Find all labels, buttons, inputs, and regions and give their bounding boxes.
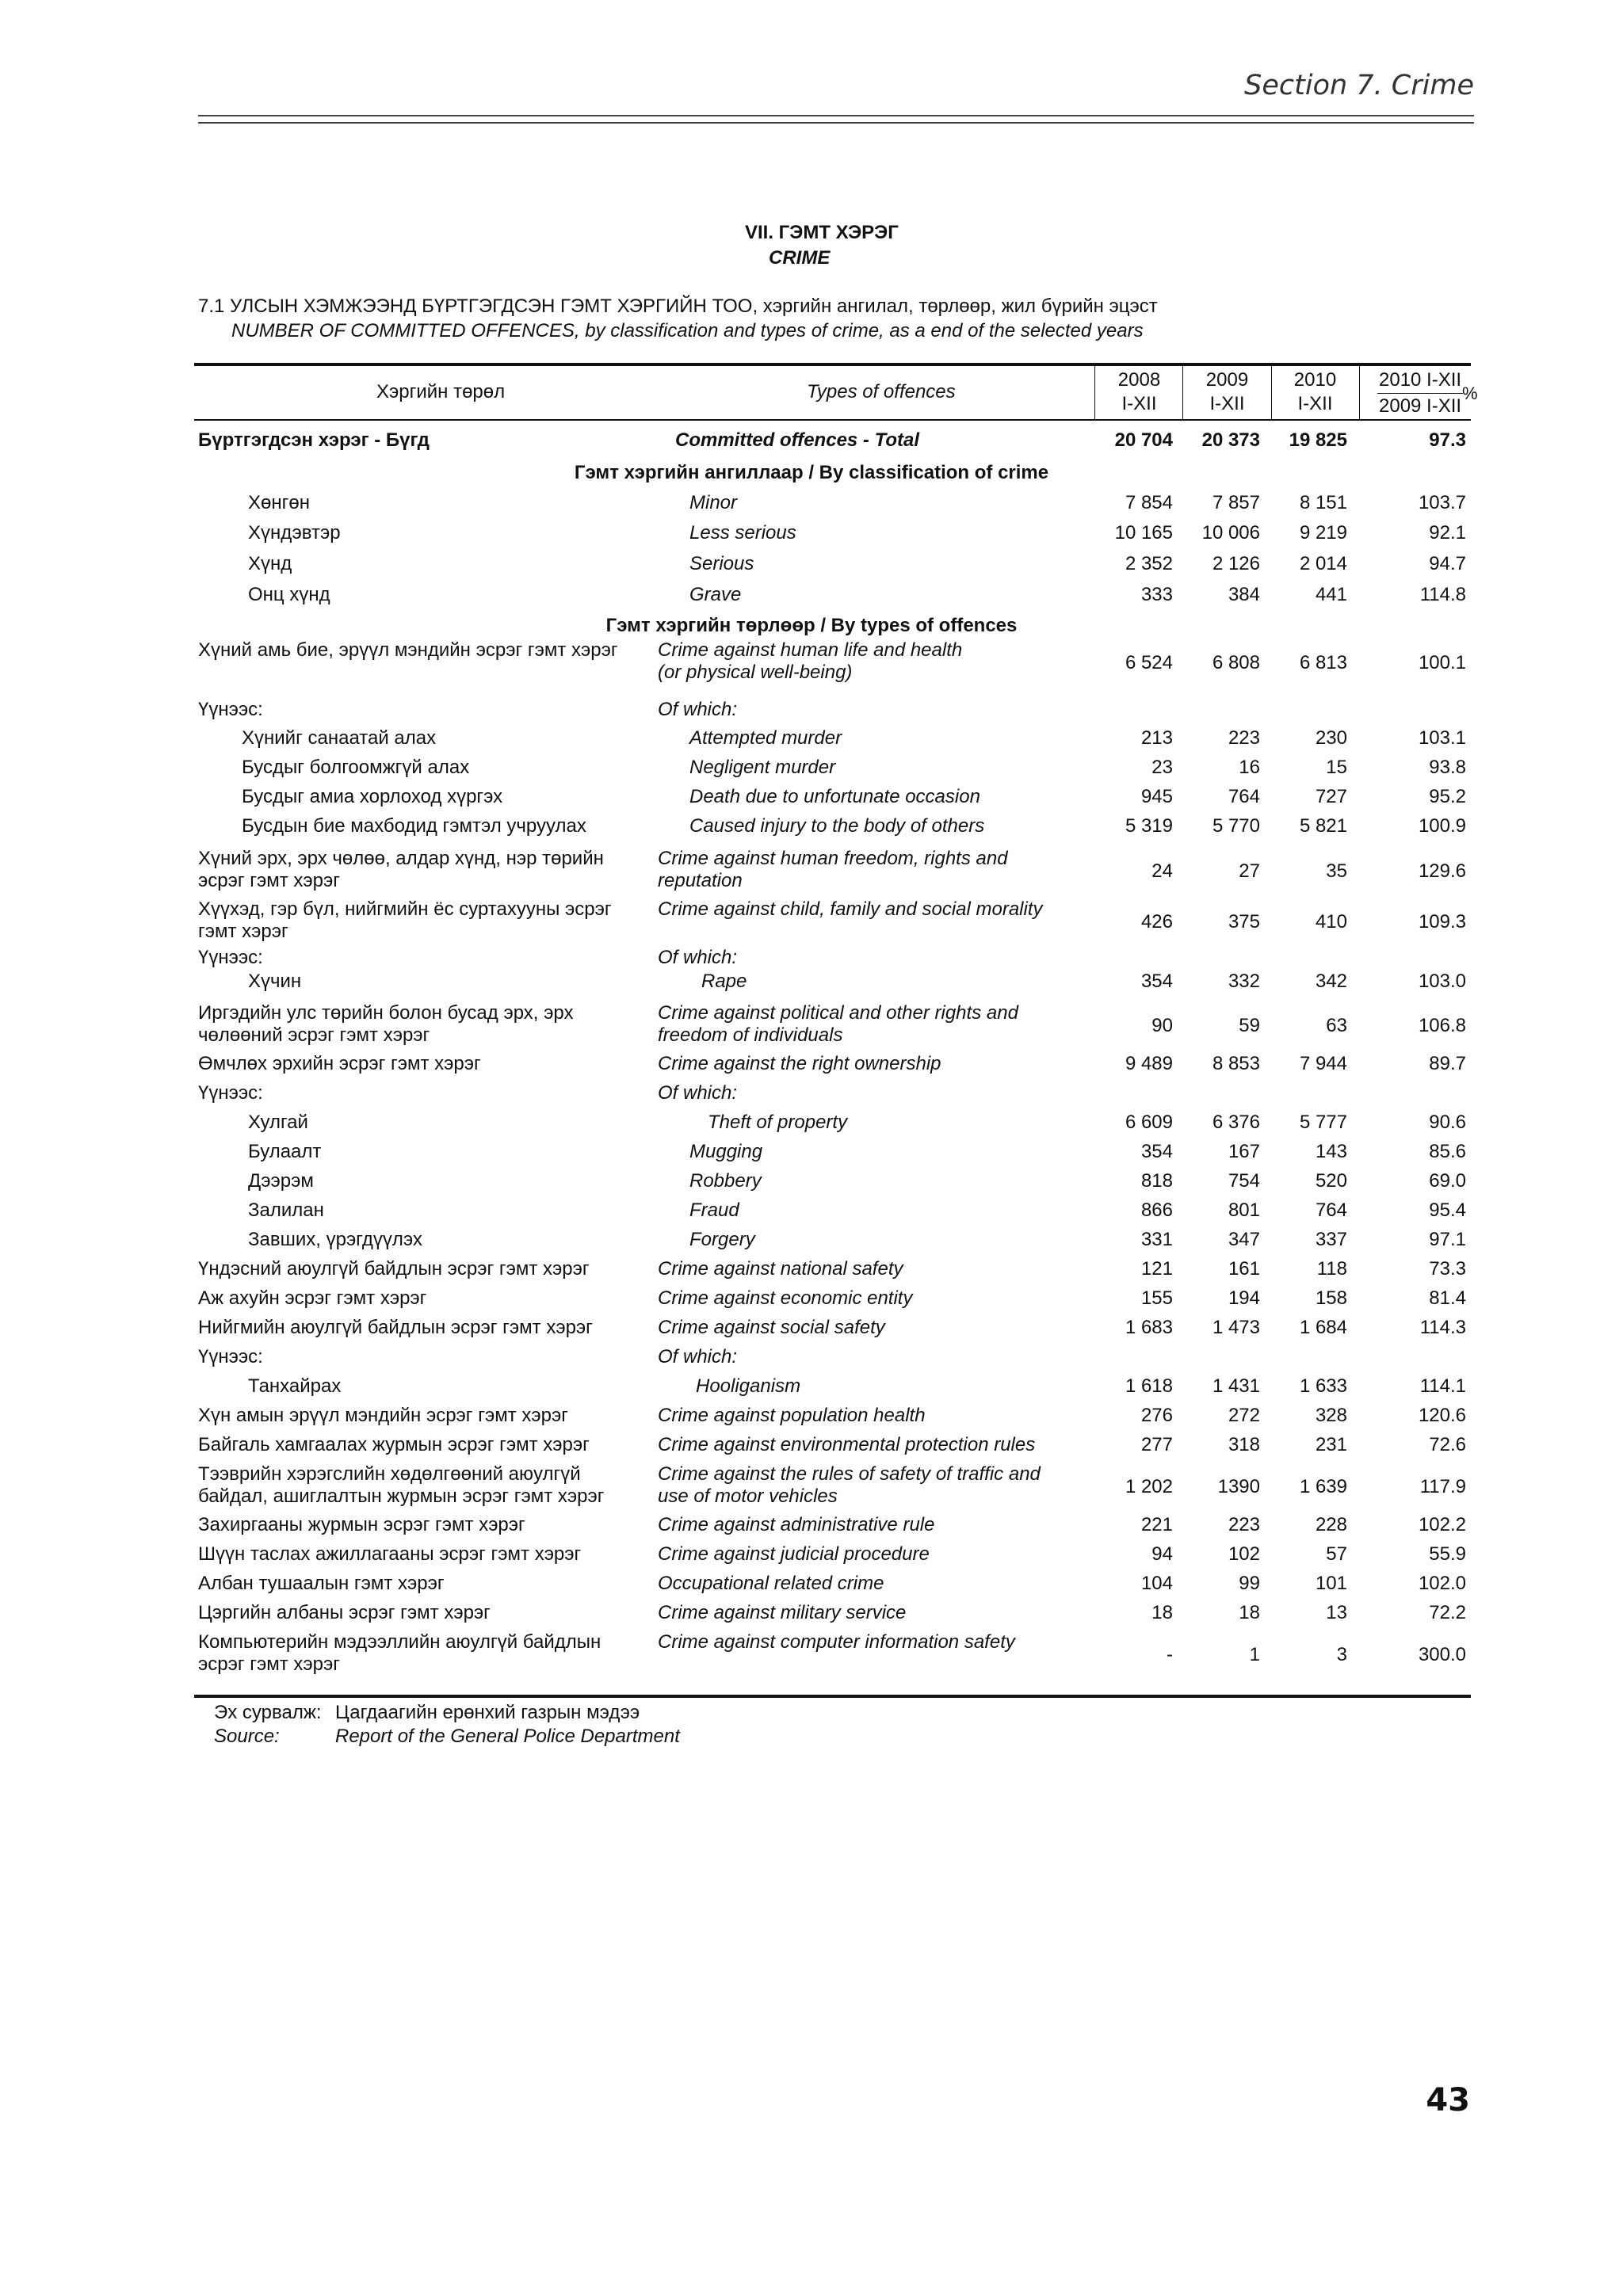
value-2008: 121 [1140, 1258, 1173, 1280]
table-top-rule [194, 363, 1471, 366]
value-2009: 223 [1228, 1514, 1260, 1535]
value-2008: 277 [1140, 1434, 1173, 1455]
row-label-en: Of which: [658, 1346, 738, 1367]
table-row [0, 639, 1623, 686]
row-label-mn-line2: гэмт хэрэг [198, 921, 288, 942]
row-label-en: Forgery [689, 1229, 755, 1250]
row-label-en: Crime against military service [658, 1602, 907, 1623]
table-row [0, 1052, 1623, 1081]
value-2008: 7 854 [1125, 492, 1173, 513]
value-2010: 1 684 [1299, 1317, 1347, 1338]
column-divider [1094, 366, 1095, 420]
value-2010: 63 [1326, 1015, 1347, 1036]
value-2009: 318 [1228, 1434, 1260, 1455]
row-label-en: Rape [701, 971, 747, 992]
value-2010: 520 [1315, 1170, 1347, 1192]
value-2009: 1 473 [1212, 1317, 1260, 1338]
value-2010: 118 [1316, 1258, 1347, 1280]
value-2009: 18 [1239, 1602, 1260, 1623]
table-row [0, 1111, 1623, 1140]
value-pct: 95.2 [1429, 786, 1466, 807]
column-header-type-mn: Хэргийн төрөл [376, 381, 506, 402]
table-row [0, 847, 1623, 894]
value-2008: 354 [1140, 1141, 1173, 1162]
value-pct: 106.8 [1418, 1015, 1466, 1036]
value-pct: 93.8 [1429, 757, 1466, 778]
row-label-en: Crime against population health [658, 1405, 926, 1426]
table-row [0, 521, 1623, 551]
value-2010: 441 [1315, 584, 1347, 605]
value-2008: 945 [1140, 786, 1173, 807]
row-label-mn: Танхайрах [248, 1375, 342, 1397]
section-heading-row [0, 614, 1623, 638]
column-divider [1359, 366, 1360, 420]
value-pct: 55.9 [1429, 1543, 1466, 1565]
value-pct: 103.1 [1418, 727, 1466, 749]
table-row [0, 1228, 1623, 1257]
value-2010: 7 944 [1299, 1053, 1347, 1074]
value-pct: 92.1 [1429, 522, 1466, 543]
header-rule [198, 115, 1474, 116]
value-pct: 95.4 [1429, 1199, 1466, 1221]
value-2009: 102 [1228, 1543, 1260, 1565]
row-label-mn: Үүнээс: [198, 1346, 263, 1367]
value-2009: 332 [1228, 971, 1260, 992]
source-text-en: Report of the General Police Department [335, 1726, 680, 1747]
value-pct: 73.3 [1429, 1258, 1466, 1280]
table-row [0, 1001, 1623, 1049]
row-label-mn: Завших, үрэгдүүлэх [248, 1229, 422, 1250]
value-2010: 13 [1326, 1602, 1347, 1623]
row-label-mn: Үндэсний аюулгүй байдлын эсрэг гэмт хэрэг [198, 1258, 590, 1280]
row-label-en-line2: use of motor vehicles [658, 1486, 838, 1507]
table-row [0, 1630, 1623, 1678]
value-2009: 1 [1249, 1644, 1260, 1665]
value-pct: 85.6 [1429, 1141, 1466, 1162]
value-2009: 6 808 [1212, 652, 1260, 673]
value-2009: 375 [1228, 911, 1260, 933]
value-2010: 9 219 [1299, 522, 1347, 543]
table-row [0, 1345, 1623, 1375]
row-label-mn: Залилан [248, 1199, 324, 1221]
value-pct: 109.3 [1418, 911, 1466, 933]
value-2008: 1 202 [1125, 1476, 1173, 1497]
table-row [0, 1463, 1623, 1510]
row-label-en: Mugging [689, 1141, 763, 1162]
value-2008: 104 [1140, 1573, 1173, 1594]
table-title-mn: 7.1 УЛСЫН ХЭМЖЭЭНД БҮРТГЭГДСЭН ГЭМТ ХЭРГИЙН ТОО, хэргийн ангилал, төрлөөр, жил бүрийн эцэст [198, 296, 1158, 317]
table-row [0, 1375, 1623, 1404]
row-label-en: Fraud [689, 1199, 739, 1221]
value-2009: 5 770 [1212, 815, 1260, 837]
value-2009: 801 [1228, 1199, 1260, 1221]
table-row [0, 1572, 1623, 1601]
table-row [0, 1316, 1623, 1345]
row-label-mn: Байгаль хамгаалах журмын эсрэг гэмт хэрэг [198, 1434, 590, 1455]
value-2010: 2 014 [1299, 553, 1347, 574]
value-2009: 384 [1228, 584, 1260, 605]
column-header-2010-period: I-XII [1297, 393, 1333, 414]
value-2009: 1390 [1217, 1476, 1260, 1497]
row-label-mn: Тээврийн хэрэгслийн хөдөлгөөний аюулгүй [198, 1463, 581, 1485]
value-2009: 161 [1228, 1258, 1260, 1280]
row-label-en: Of which: [658, 947, 738, 968]
value-2009: 194 [1228, 1287, 1260, 1309]
row-label-mn: Үүнээс: [198, 1082, 263, 1104]
row-label-en: Committed offences - Total [675, 429, 920, 451]
value-2009: 59 [1239, 1015, 1260, 1036]
row-label-en: Crime against judicial procedure [658, 1543, 930, 1565]
row-label-en: Less serious [689, 522, 796, 543]
row-label-en: Crime against computer information safety [658, 1631, 1015, 1653]
value-2010: 35 [1326, 860, 1347, 882]
row-label-en: Crime against child, family and social morality [658, 898, 1043, 920]
row-label-en: Crime against human freedom, rights and [658, 848, 1008, 869]
row-label-en-line2: (or physical well-being) [658, 662, 853, 683]
row-label-en: Hooliganism [696, 1375, 801, 1397]
source-label-mn: Эх сурвалж: [214, 1702, 322, 1723]
column-header-pct-denominator: 2009 I-XII [1379, 395, 1462, 417]
value-2010: 19 825 [1289, 429, 1347, 451]
row-label-mn: Үүнээс: [198, 699, 263, 720]
value-2010: 101 [1315, 1573, 1347, 1594]
value-2010: 158 [1315, 1287, 1347, 1309]
row-label-mn: Хүний эрх, эрх чөлөө, алдар хүнд, нэр төрийн [198, 848, 604, 869]
table-row [0, 814, 1623, 844]
row-label-en: Crime against social safety [658, 1317, 885, 1338]
value-2009: 2 126 [1212, 553, 1260, 574]
row-label-mn: Дээрэм [248, 1170, 314, 1192]
value-2010: 1 639 [1299, 1476, 1347, 1497]
row-label-mn: Хүнд [248, 553, 292, 574]
column-header-2008-year: 2008 [1117, 369, 1161, 391]
value-2009: 1 431 [1212, 1375, 1260, 1397]
value-2008: 354 [1140, 971, 1173, 992]
row-label-en: Minor [689, 492, 738, 513]
row-label-en: Of which: [658, 699, 738, 720]
value-2008: - [1167, 1644, 1173, 1665]
row-label-mn: Хүн амын эрүүл мэндийн эсрэг гэмт хэрэг [198, 1405, 568, 1426]
value-2008: 1 618 [1125, 1375, 1173, 1397]
row-label-en: Crime against national safety [658, 1258, 903, 1280]
table-row [0, 698, 1623, 725]
value-2008: 90 [1151, 1015, 1173, 1036]
column-header-pct-unit: % [1462, 383, 1478, 403]
value-2010: 3 [1336, 1644, 1347, 1665]
table-row [0, 1140, 1623, 1169]
value-pct: 81.4 [1429, 1287, 1466, 1309]
table-header-rule [194, 419, 1471, 421]
value-2009: 167 [1228, 1141, 1260, 1162]
value-pct: 100.1 [1418, 652, 1466, 673]
row-label-mn: Хүндэвтэр [248, 522, 341, 543]
value-pct: 129.6 [1418, 860, 1466, 882]
row-label-en: Grave [689, 584, 742, 605]
row-label-en: Theft of property [708, 1112, 848, 1133]
row-label-en: Crime against political and other rights and [658, 1002, 1018, 1024]
section-header: Section 7. Crime [1244, 70, 1474, 101]
value-2009: 27 [1239, 860, 1260, 882]
row-label-mn-line2: чөлөөний эсрэг гэмт хэрэг [198, 1024, 430, 1046]
value-pct: 94.7 [1429, 553, 1466, 574]
chapter-subtitle: CRIME [769, 247, 831, 269]
value-2008: 213 [1140, 727, 1173, 749]
value-2010: 1 633 [1299, 1375, 1347, 1397]
column-header-type-en: Types of offences [807, 381, 956, 402]
row-label-mn: Нийгмийн аюулгүй байдлын эсрэг гэмт хэрэг [198, 1317, 593, 1338]
value-2008: 866 [1140, 1199, 1173, 1221]
table-row [0, 583, 1623, 613]
value-2008: 333 [1140, 584, 1173, 605]
value-2010: 5 821 [1299, 815, 1347, 837]
row-label-mn: Булаалт [248, 1141, 322, 1162]
row-label-en-line2: reputation [658, 870, 743, 891]
value-pct: 69.0 [1429, 1170, 1466, 1192]
section-heading: Гэмт хэргийн ангиллаар / By classification of crime [574, 462, 1049, 483]
column-header-2009-year: 2009 [1205, 369, 1249, 391]
row-label-mn: Шүүн таслах ажиллагааны эсрэг гэмт хэрэг [198, 1543, 582, 1565]
source-text-mn: Цагдаагийн ерөнхий газрын мэдээ [335, 1702, 640, 1723]
table-row [0, 1543, 1623, 1572]
table-row [0, 1081, 1623, 1111]
value-2008: 6 609 [1125, 1112, 1173, 1133]
page-number: 43 [1426, 2082, 1470, 2119]
row-label-en: Caused injury to the body of others [689, 815, 985, 837]
value-2010: 228 [1315, 1514, 1347, 1535]
row-label-mn: Иргэдийн улс төрийн болон бусад эрх, эрх [198, 1002, 574, 1024]
value-pct: 97.3 [1429, 429, 1466, 451]
value-2009: 10 006 [1201, 522, 1260, 543]
value-2009: 272 [1228, 1405, 1260, 1426]
row-label-en: Robbery [689, 1170, 762, 1192]
row-label-en: Crime against the right ownership [658, 1053, 941, 1074]
value-2008: 94 [1151, 1543, 1173, 1565]
row-label-en: Serious [689, 553, 754, 574]
value-2008: 2 352 [1125, 553, 1173, 574]
section-heading: Гэмт хэргийн төрлөөр / By types of offences [605, 615, 1018, 636]
value-2008: 818 [1140, 1170, 1173, 1192]
value-2010: 5 777 [1299, 1112, 1347, 1133]
column-header-2009-period: I-XII [1209, 393, 1245, 414]
section-heading-row [0, 461, 1623, 485]
table-bottom-rule [194, 1695, 1471, 1698]
row-label-mn: Үүнээс: [198, 947, 263, 968]
value-2008: 426 [1140, 911, 1173, 933]
column-divider [1271, 366, 1272, 420]
value-pct: 102.0 [1418, 1573, 1466, 1594]
row-label-mn: Хүний амь бие, эрүүл мэндийн эсрэг гэмт хэрэг [198, 639, 618, 661]
value-2009: 754 [1228, 1170, 1260, 1192]
value-pct: 120.6 [1418, 1405, 1466, 1426]
value-2008: 6 524 [1125, 652, 1173, 673]
column-divider [1182, 366, 1183, 420]
row-label-en: Death due to unfortunate occasion [689, 786, 980, 807]
value-2010: 410 [1315, 911, 1347, 933]
value-2009: 7 857 [1212, 492, 1260, 513]
value-pct: 114.8 [1419, 584, 1466, 605]
value-pct: 97.1 [1429, 1229, 1466, 1250]
value-2010: 15 [1326, 757, 1347, 778]
value-2010: 143 [1315, 1141, 1347, 1162]
row-label-mn-line2: эсрэг гэмт хэрэг [198, 870, 341, 891]
table-row [0, 727, 1623, 756]
value-2008: 20 704 [1114, 429, 1173, 451]
value-pct: 90.6 [1429, 1112, 1466, 1133]
row-label-en: Negligent murder [689, 757, 836, 778]
header-rule [198, 122, 1474, 124]
value-2010: 8 151 [1299, 492, 1347, 513]
table-row [0, 429, 1623, 452]
value-pct: 103.0 [1418, 971, 1466, 992]
value-2009: 8 853 [1212, 1053, 1260, 1074]
row-label-mn: Компьютерийн мэдээллийн аюулгүй байдлын [198, 1631, 601, 1653]
row-label-en: Crime against the rules of safety of traffic and [658, 1463, 1041, 1485]
column-header-pct-numerator: 2010 I-XII [1379, 369, 1462, 391]
source-label-en: Source: [214, 1726, 280, 1747]
table-row [0, 1257, 1623, 1287]
table-title-en: NUMBER OF COMMITTED OFFENCES, by classification and types of crime, as a end of the selected years [231, 320, 1144, 341]
value-2008: 331 [1140, 1229, 1173, 1250]
table-row [0, 785, 1623, 814]
row-label-mn: Бусдыг амиа хорлоход хүргэх [242, 786, 503, 807]
value-2008: 221 [1140, 1514, 1173, 1535]
row-label-mn: Албан тушаалын гэмт хэрэг [198, 1573, 445, 1594]
row-label-mn: Хүчин [248, 971, 302, 992]
row-label-mn: Онц хүнд [248, 584, 330, 605]
value-pct: 89.7 [1429, 1053, 1466, 1074]
column-header-2010-year: 2010 [1293, 369, 1337, 391]
column-header-2008-period: I-XII [1121, 393, 1157, 414]
value-2008: 23 [1151, 757, 1173, 778]
value-2008: 5 319 [1125, 815, 1173, 837]
value-2008: 276 [1140, 1405, 1173, 1426]
value-2010: 342 [1315, 971, 1347, 992]
value-2010: 231 [1315, 1434, 1347, 1455]
fraction-line [1377, 393, 1463, 394]
value-pct: 300.0 [1418, 1644, 1466, 1665]
row-label-mn: Аж ахуйн эсрэг гэмт хэрэг [198, 1287, 427, 1309]
value-pct: 114.1 [1419, 1375, 1466, 1397]
row-label-en: Crime against administrative rule [658, 1514, 935, 1535]
value-pct: 114.3 [1419, 1317, 1466, 1338]
row-label-mn: Хүнийг санаатай алах [242, 727, 437, 749]
table-row [0, 491, 1623, 521]
table-row [0, 898, 1623, 945]
row-label-en: Of which: [658, 1082, 738, 1104]
row-label-en-line2: freedom of individuals [658, 1024, 843, 1046]
value-2008: 24 [1151, 860, 1173, 882]
chapter-title: VII. ГЭМТ ХЭРЭГ [745, 222, 899, 243]
value-pct: 117.9 [1419, 1476, 1466, 1497]
value-2009: 16 [1239, 757, 1260, 778]
value-2009: 764 [1228, 786, 1260, 807]
table-row [0, 1404, 1623, 1433]
value-2010: 6 813 [1299, 652, 1347, 673]
value-2010: 230 [1315, 727, 1347, 749]
value-2008: 9 489 [1125, 1053, 1173, 1074]
table-row [0, 756, 1623, 785]
row-label-en: Attempted murder [689, 727, 842, 749]
table-row [0, 552, 1623, 582]
row-label-mn-line2: байдал, ашиглалтын журмын эсрэг гэмт хэрэг [198, 1486, 605, 1507]
value-2010: 57 [1326, 1543, 1347, 1565]
table-row [0, 946, 1623, 970]
value-2009: 20 373 [1201, 429, 1260, 451]
value-2010: 764 [1315, 1199, 1347, 1221]
value-pct: 102.2 [1418, 1514, 1466, 1535]
value-2010: 337 [1315, 1229, 1347, 1250]
value-2008: 10 165 [1114, 522, 1173, 543]
value-2010: 328 [1315, 1405, 1347, 1426]
table-row [0, 1513, 1623, 1543]
value-2009: 6 376 [1212, 1112, 1260, 1133]
value-2009: 99 [1239, 1573, 1260, 1594]
row-label-en: Crime against environmental protection rules [658, 1434, 1036, 1455]
table-row [0, 1199, 1623, 1228]
row-label-en: Crime against human life and health [658, 639, 963, 661]
value-2008: 18 [1151, 1602, 1173, 1623]
value-2008: 155 [1140, 1287, 1173, 1309]
row-label-mn: Бусдын бие махбодид гэмтэл учруулах [242, 815, 586, 837]
row-label-mn: Бүртгэгдсэн хэрэг - Бүгд [198, 429, 430, 451]
value-2009: 223 [1228, 727, 1260, 749]
row-label-mn: Өмчлөх эрхийн эсрэг гэмт хэрэг [198, 1053, 481, 1074]
row-label-mn: Бусдыг болгоомжгүй алах [242, 757, 470, 778]
row-label-en: Crime against economic entity [658, 1287, 913, 1309]
value-pct: 72.2 [1429, 1602, 1466, 1623]
value-pct: 100.9 [1418, 815, 1466, 837]
row-label-en: Occupational related crime [658, 1573, 884, 1594]
table-row [0, 970, 1623, 997]
table-row [0, 1287, 1623, 1316]
value-2009: 347 [1228, 1229, 1260, 1250]
value-2010: 727 [1315, 786, 1347, 807]
value-2008: 1 683 [1125, 1317, 1173, 1338]
row-label-mn: Хулгай [248, 1112, 308, 1133]
table-row [0, 1433, 1623, 1463]
row-label-mn: Хөнгөн [248, 492, 310, 513]
row-label-mn: Захиргааны журмын эсрэг гэмт хэрэг [198, 1514, 525, 1535]
table-row [0, 1169, 1623, 1199]
row-label-mn: Хүүхэд, гэр бүл, нийгмийн ёс суртахууны эсрэг [198, 898, 612, 920]
value-pct: 103.7 [1418, 492, 1466, 513]
row-label-mn-line2: эсрэг гэмт хэрэг [198, 1653, 341, 1675]
value-pct: 72.6 [1429, 1434, 1466, 1455]
table-row [0, 1601, 1623, 1630]
row-label-mn: Цэргийн албаны эсрэг гэмт хэрэг [198, 1602, 491, 1623]
